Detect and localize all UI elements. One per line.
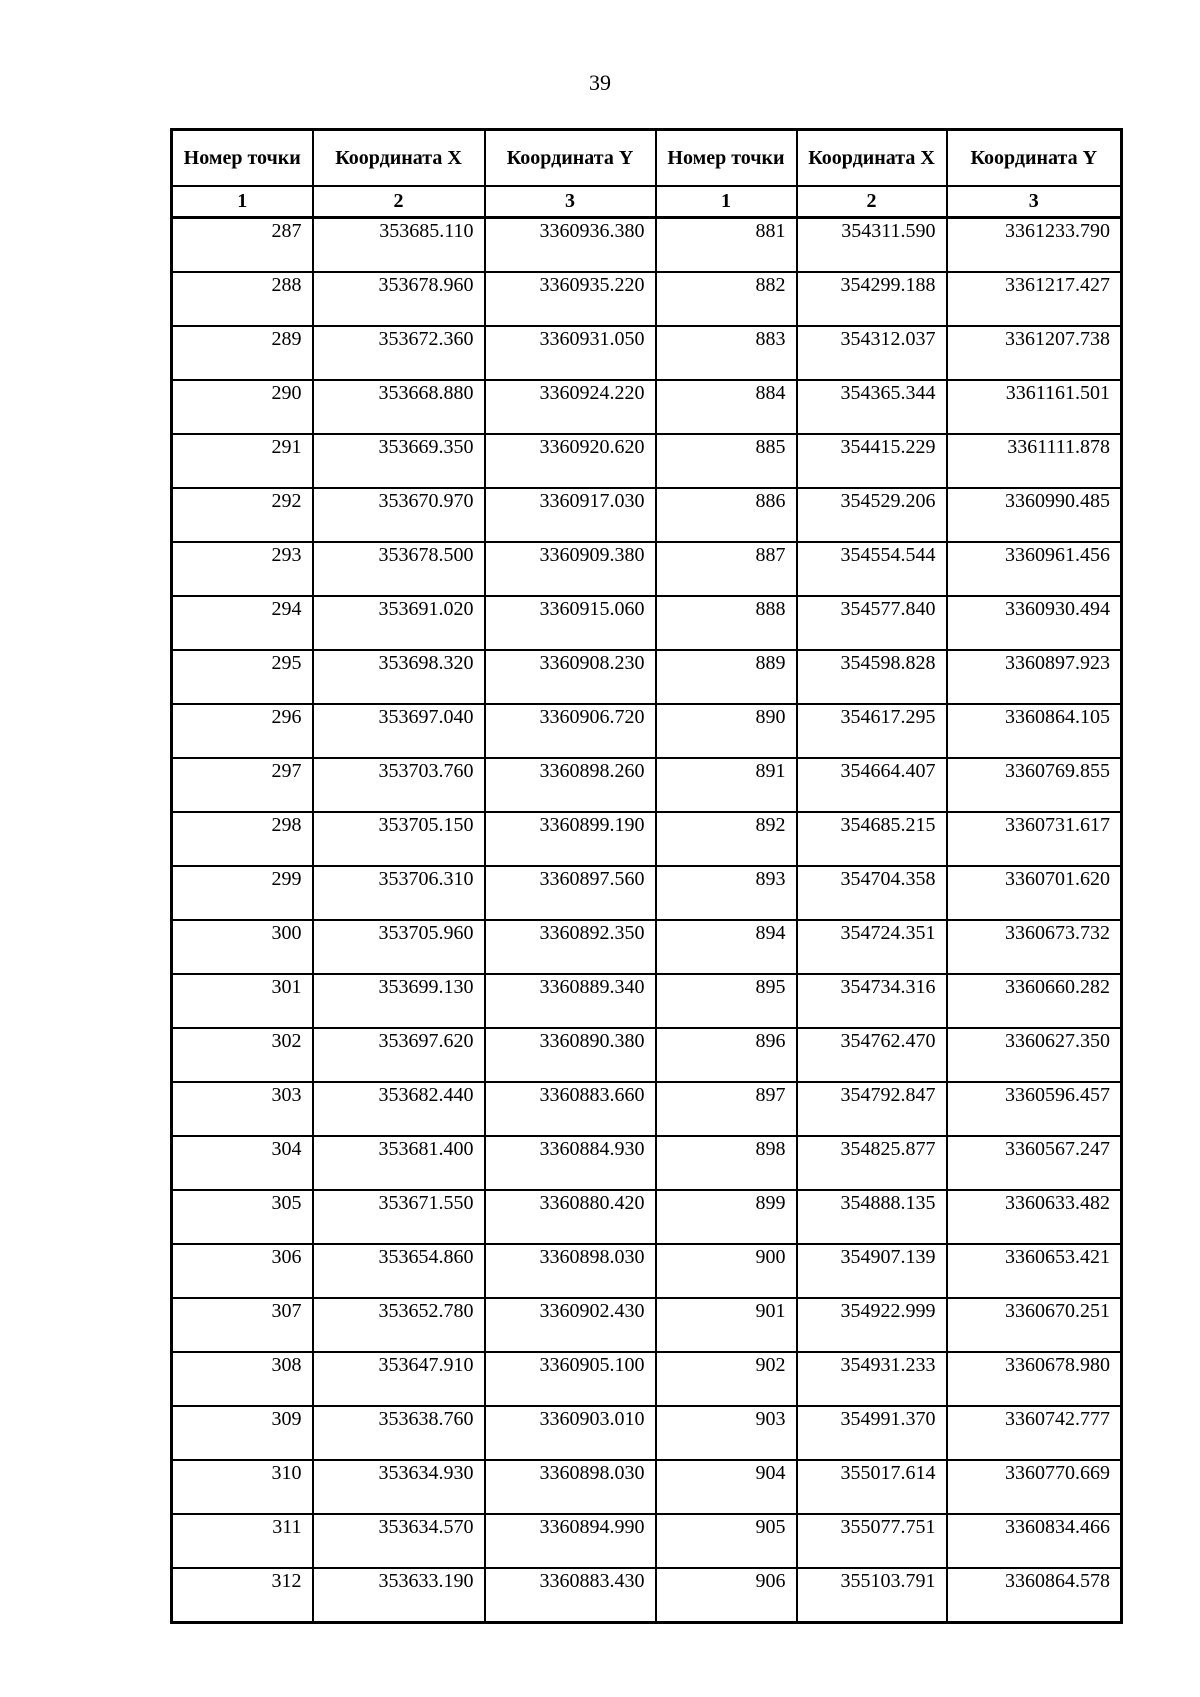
- point-number-cell: 884: [656, 380, 797, 434]
- point-number-cell: 296: [172, 704, 313, 758]
- coordinate-x-cell: 353671.550: [313, 1190, 485, 1244]
- table-row: [172, 326, 1122, 380]
- table-row: [172, 542, 1122, 596]
- column-number: 1: [172, 186, 313, 218]
- table-row: [172, 488, 1122, 542]
- coordinate-x-cell: 353678.500: [313, 542, 485, 596]
- coordinate-y-cell: 3361207.738: [947, 326, 1122, 380]
- column-number: 1: [656, 186, 797, 218]
- point-number-cell: 287: [172, 218, 313, 273]
- table-row: [172, 812, 1122, 866]
- point-number-cell: 288: [172, 272, 313, 326]
- column-number: 3: [485, 186, 656, 218]
- point-number-cell: 303: [172, 1082, 313, 1136]
- coordinate-y-cell: 3360567.247: [947, 1136, 1122, 1190]
- coordinate-y-cell: 3360899.190: [485, 812, 656, 866]
- coordinate-y-cell: 3360924.220: [485, 380, 656, 434]
- coordinate-y-cell: 3361217.427: [947, 272, 1122, 326]
- point-number-cell: 298: [172, 812, 313, 866]
- point-number-cell: 893: [656, 866, 797, 920]
- coordinate-x-cell: 353697.620: [313, 1028, 485, 1082]
- point-number-cell: 904: [656, 1460, 797, 1514]
- table-row: [172, 272, 1122, 326]
- point-number-cell: 299: [172, 866, 313, 920]
- point-number-cell: 889: [656, 650, 797, 704]
- coordinate-x-cell: 354598.828: [797, 650, 947, 704]
- coordinate-x-cell: 353633.190: [313, 1568, 485, 1623]
- coordinate-y-cell: 3360906.720: [485, 704, 656, 758]
- coordinate-x-cell: 353703.760: [313, 758, 485, 812]
- column-number: 3: [947, 186, 1122, 218]
- coordinate-x-cell: 354554.544: [797, 542, 947, 596]
- coordinate-x-cell: 353669.350: [313, 434, 485, 488]
- table-row: [172, 596, 1122, 650]
- coordinate-y-cell: 3360673.732: [947, 920, 1122, 974]
- coordinate-y-cell: 3360903.010: [485, 1406, 656, 1460]
- header-coordinate-x-2: Координата X: [797, 130, 947, 187]
- coordinates-table: [170, 128, 1123, 1624]
- coordinate-y-cell: 3360742.777: [947, 1406, 1122, 1460]
- point-number-cell: 891: [656, 758, 797, 812]
- point-number-cell: 902: [656, 1352, 797, 1406]
- coordinate-y-cell: 3360917.030: [485, 488, 656, 542]
- coordinate-x-cell: 353699.130: [313, 974, 485, 1028]
- coordinate-x-cell: 354792.847: [797, 1082, 947, 1136]
- table-row: [172, 1568, 1122, 1623]
- coordinate-y-cell: 3360660.282: [947, 974, 1122, 1028]
- table-row: [172, 1244, 1122, 1298]
- page-number: 39: [589, 70, 611, 95]
- table-row: [172, 1352, 1122, 1406]
- table-row: [172, 1298, 1122, 1352]
- point-number-cell: 302: [172, 1028, 313, 1082]
- point-number-cell: 885: [656, 434, 797, 488]
- table-header: [172, 130, 1122, 218]
- coordinate-y-cell: 3360935.220: [485, 272, 656, 326]
- coordinate-y-cell: 3360898.260: [485, 758, 656, 812]
- column-number-row: [172, 186, 1122, 218]
- point-number-cell: 290: [172, 380, 313, 434]
- coordinate-x-cell: 354734.316: [797, 974, 947, 1028]
- coordinate-x-cell: 353647.910: [313, 1352, 485, 1406]
- coordinate-y-cell: 3360909.380: [485, 542, 656, 596]
- coordinate-y-cell: 3360897.560: [485, 866, 656, 920]
- table-row: [172, 1406, 1122, 1460]
- coordinate-x-cell: 354991.370: [797, 1406, 947, 1460]
- table-row: [172, 650, 1122, 704]
- coordinate-x-cell: 353681.400: [313, 1136, 485, 1190]
- coordinate-x-cell: 354365.344: [797, 380, 947, 434]
- point-number-cell: 304: [172, 1136, 313, 1190]
- coordinate-x-cell: 353654.860: [313, 1244, 485, 1298]
- coordinate-x-cell: 354724.351: [797, 920, 947, 974]
- point-number-cell: 906: [656, 1568, 797, 1623]
- point-number-cell: 892: [656, 812, 797, 866]
- coordinate-x-cell: 353685.110: [313, 218, 485, 273]
- coordinate-y-cell: 3360633.482: [947, 1190, 1122, 1244]
- point-number-cell: 899: [656, 1190, 797, 1244]
- coordinate-y-cell: 3360678.980: [947, 1352, 1122, 1406]
- point-number-cell: 311: [172, 1514, 313, 1568]
- coordinate-x-cell: 353705.960: [313, 920, 485, 974]
- coordinate-y-cell: 3361161.501: [947, 380, 1122, 434]
- coordinate-y-cell: 3360930.494: [947, 596, 1122, 650]
- column-number: 2: [313, 186, 485, 218]
- point-number-cell: 306: [172, 1244, 313, 1298]
- coordinate-y-cell: 3360898.030: [485, 1244, 656, 1298]
- coordinate-x-cell: 354888.135: [797, 1190, 947, 1244]
- table-row: [172, 866, 1122, 920]
- table-body: [172, 218, 1122, 1623]
- coordinate-y-cell: 3360920.620: [485, 434, 656, 488]
- point-number-cell: 903: [656, 1406, 797, 1460]
- coordinate-x-cell: 354685.215: [797, 812, 947, 866]
- point-number-cell: 309: [172, 1406, 313, 1460]
- header-row: [172, 130, 1122, 187]
- coordinate-x-cell: 353634.930: [313, 1460, 485, 1514]
- coordinate-y-cell: 3360936.380: [485, 218, 656, 273]
- point-number-cell: 295: [172, 650, 313, 704]
- point-number-cell: 312: [172, 1568, 313, 1623]
- coordinate-x-cell: 354922.999: [797, 1298, 947, 1352]
- point-number-cell: 882: [656, 272, 797, 326]
- point-number-cell: 901: [656, 1298, 797, 1352]
- coordinate-y-cell: 3360931.050: [485, 326, 656, 380]
- coordinate-y-cell: 3360627.350: [947, 1028, 1122, 1082]
- coordinate-y-cell: 3361111.878: [947, 434, 1122, 488]
- point-number-cell: 890: [656, 704, 797, 758]
- coordinate-x-cell: 354931.233: [797, 1352, 947, 1406]
- header-coordinate-y-1: Координата Y: [485, 130, 656, 187]
- table-row: [172, 1028, 1122, 1082]
- coordinate-y-cell: 3360902.430: [485, 1298, 656, 1352]
- coordinate-x-cell: 354907.139: [797, 1244, 947, 1298]
- table-row: [172, 704, 1122, 758]
- coordinate-y-cell: 3360670.251: [947, 1298, 1122, 1352]
- table-row: [172, 920, 1122, 974]
- point-number-cell: 294: [172, 596, 313, 650]
- point-number-cell: 900: [656, 1244, 797, 1298]
- table-row: [172, 974, 1122, 1028]
- coordinate-y-cell: 3360883.660: [485, 1082, 656, 1136]
- point-number-cell: 887: [656, 542, 797, 596]
- point-number-cell: 305: [172, 1190, 313, 1244]
- point-number-cell: 883: [656, 326, 797, 380]
- point-number-cell: 310: [172, 1460, 313, 1514]
- coordinate-y-cell: 3360908.230: [485, 650, 656, 704]
- coordinate-x-cell: 354299.188: [797, 272, 947, 326]
- coordinate-x-cell: 354762.470: [797, 1028, 947, 1082]
- coordinate-x-cell: 353634.570: [313, 1514, 485, 1568]
- column-number: 2: [797, 186, 947, 218]
- coordinate-x-cell: 353668.880: [313, 380, 485, 434]
- point-number-cell: 289: [172, 326, 313, 380]
- coordinate-x-cell: 353670.970: [313, 488, 485, 542]
- coordinate-x-cell: 355103.791: [797, 1568, 947, 1623]
- coordinate-x-cell: 353705.150: [313, 812, 485, 866]
- point-number-cell: 292: [172, 488, 313, 542]
- coordinate-x-cell: 354617.295: [797, 704, 947, 758]
- coordinate-x-cell: 354704.358: [797, 866, 947, 920]
- point-number-cell: 886: [656, 488, 797, 542]
- coordinate-y-cell: 3360864.578: [947, 1568, 1122, 1623]
- coordinate-y-cell: 3360883.430: [485, 1568, 656, 1623]
- header-point-number-1: Номер точки: [172, 130, 313, 187]
- coordinate-y-cell: 3360880.420: [485, 1190, 656, 1244]
- coordinate-x-cell: 353672.360: [313, 326, 485, 380]
- coordinate-y-cell: 3360894.990: [485, 1514, 656, 1568]
- point-number-cell: 297: [172, 758, 313, 812]
- point-number-cell: 291: [172, 434, 313, 488]
- coordinate-x-cell: 354415.229: [797, 434, 947, 488]
- coordinate-y-cell: 3360905.100: [485, 1352, 656, 1406]
- coordinate-y-cell: 3360990.485: [947, 488, 1122, 542]
- coordinate-y-cell: 3360701.620: [947, 866, 1122, 920]
- coordinate-y-cell: 3360889.340: [485, 974, 656, 1028]
- coordinate-y-cell: 3360915.060: [485, 596, 656, 650]
- coordinate-x-cell: 355077.751: [797, 1514, 947, 1568]
- coordinate-x-cell: 354577.840: [797, 596, 947, 650]
- coordinate-x-cell: 354825.877: [797, 1136, 947, 1190]
- point-number-cell: 308: [172, 1352, 313, 1406]
- point-number-cell: 897: [656, 1082, 797, 1136]
- point-number-cell: 898: [656, 1136, 797, 1190]
- coordinate-y-cell: 3360596.457: [947, 1082, 1122, 1136]
- coordinate-y-cell: 3360884.930: [485, 1136, 656, 1190]
- point-number-cell: 905: [656, 1514, 797, 1568]
- coordinate-y-cell: 3360653.421: [947, 1244, 1122, 1298]
- coordinate-y-cell: 3360892.350: [485, 920, 656, 974]
- coordinate-x-cell: 353678.960: [313, 272, 485, 326]
- point-number-cell: 888: [656, 596, 797, 650]
- point-number-cell: 300: [172, 920, 313, 974]
- coordinate-x-cell: 353652.780: [313, 1298, 485, 1352]
- table-row: [172, 434, 1122, 488]
- coordinate-y-cell: 3360890.380: [485, 1028, 656, 1082]
- coordinate-y-cell: 3360898.030: [485, 1460, 656, 1514]
- table-row: [172, 758, 1122, 812]
- coordinate-x-cell: 353682.440: [313, 1082, 485, 1136]
- table-row: [172, 1136, 1122, 1190]
- point-number-cell: 307: [172, 1298, 313, 1352]
- coordinate-y-cell: 3360897.923: [947, 650, 1122, 704]
- table-row: [172, 1190, 1122, 1244]
- coordinate-y-cell: 3360769.855: [947, 758, 1122, 812]
- coordinate-y-cell: 3361233.790: [947, 218, 1122, 273]
- coordinate-x-cell: 354664.407: [797, 758, 947, 812]
- coordinate-x-cell: 353691.020: [313, 596, 485, 650]
- coordinate-x-cell: 353706.310: [313, 866, 485, 920]
- coordinate-x-cell: 354312.037: [797, 326, 947, 380]
- coordinate-y-cell: 3360834.466: [947, 1514, 1122, 1568]
- coordinate-x-cell: 353697.040: [313, 704, 485, 758]
- point-number-cell: 894: [656, 920, 797, 974]
- coordinate-x-cell: 353638.760: [313, 1406, 485, 1460]
- coordinate-x-cell: 355017.614: [797, 1460, 947, 1514]
- header-coordinate-y-2: Координата Y: [947, 130, 1122, 187]
- header-coordinate-x-1: Координата X: [313, 130, 485, 187]
- coordinate-x-cell: 354529.206: [797, 488, 947, 542]
- table-row: [172, 380, 1122, 434]
- table-row: [172, 1460, 1122, 1514]
- table-row: [172, 218, 1122, 273]
- point-number-cell: 881: [656, 218, 797, 273]
- point-number-cell: 293: [172, 542, 313, 596]
- point-number-cell: 896: [656, 1028, 797, 1082]
- table-row: [172, 1514, 1122, 1568]
- coordinate-x-cell: 353698.320: [313, 650, 485, 704]
- point-number-cell: 301: [172, 974, 313, 1028]
- point-number-cell: 895: [656, 974, 797, 1028]
- table-row: [172, 1082, 1122, 1136]
- coordinate-y-cell: 3360731.617: [947, 812, 1122, 866]
- coordinate-y-cell: 3360864.105: [947, 704, 1122, 758]
- coordinate-y-cell: 3360961.456: [947, 542, 1122, 596]
- coordinate-y-cell: 3360770.669: [947, 1460, 1122, 1514]
- header-point-number-2: Номер точки: [656, 130, 797, 187]
- coordinate-x-cell: 354311.590: [797, 218, 947, 273]
